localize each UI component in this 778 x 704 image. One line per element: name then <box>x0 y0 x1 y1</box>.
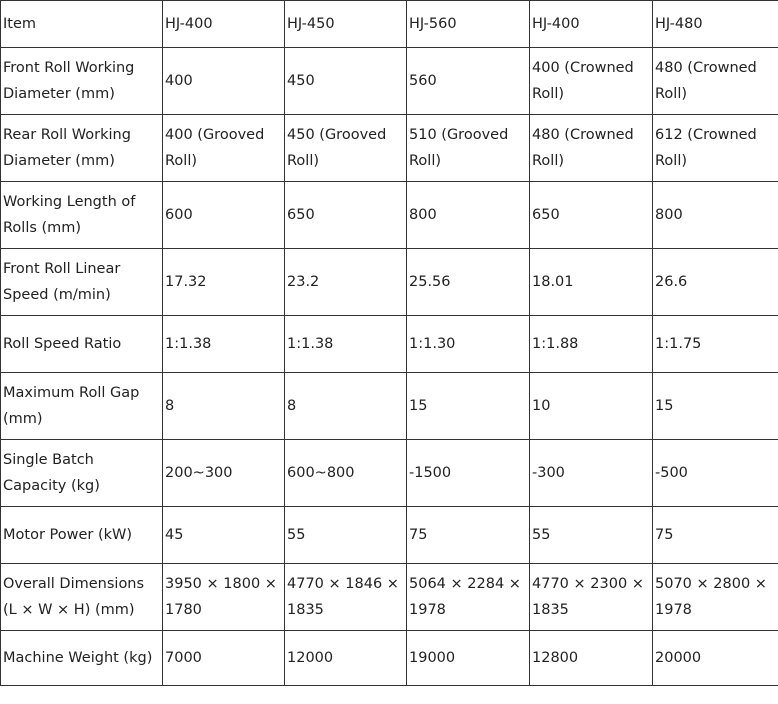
row-label: Machine Weight (kg) <box>1 631 163 686</box>
table-cell: 4770 × 2300 × 1835 <box>530 564 653 631</box>
row-label: Front Roll Working Diameter (mm) <box>1 48 163 115</box>
table-cell: 480 (Crowned Roll) <box>653 48 778 115</box>
table-cell: 23.2 <box>285 249 407 316</box>
table-cell: 20000 <box>653 631 778 686</box>
table-cell: 450 (Grooved Roll) <box>285 115 407 182</box>
row-label: Front Roll Linear Speed (m/min) <box>1 249 163 316</box>
table-cell: 15 <box>653 373 778 440</box>
table-cell: 5064 × 2284 × 1978 <box>407 564 530 631</box>
header-cell-model: HJ-400 <box>530 1 653 48</box>
table-cell: 600~800 <box>285 440 407 507</box>
table-cell: 75 <box>407 507 530 564</box>
table-cell: 560 <box>407 48 530 115</box>
table-cell: 510 (Grooved Roll) <box>407 115 530 182</box>
table-row <box>1 249 778 316</box>
table-row <box>1 631 778 686</box>
row-label: Roll Speed Ratio <box>1 316 163 373</box>
header-cell-model: HJ-400 <box>163 1 285 48</box>
table-cell: 8 <box>285 373 407 440</box>
table-row <box>1 507 778 564</box>
table-cell: 55 <box>285 507 407 564</box>
table-cell: 12000 <box>285 631 407 686</box>
table-cell: 4770 × 1846 × 1835 <box>285 564 407 631</box>
table-cell: 12800 <box>530 631 653 686</box>
table-cell: 400 (Grooved Roll) <box>163 115 285 182</box>
header-cell-item: Item <box>1 1 163 48</box>
table-row <box>1 316 778 373</box>
table-cell: 1:1.30 <box>407 316 530 373</box>
table-cell: 400 <box>163 48 285 115</box>
table-cell: 650 <box>530 182 653 249</box>
table-cell: 450 <box>285 48 407 115</box>
table-cell: 480 (Crowned Roll) <box>530 115 653 182</box>
row-label: Rear Roll Working Diameter (mm) <box>1 115 163 182</box>
table-cell: 1:1.38 <box>285 316 407 373</box>
table-row <box>1 373 778 440</box>
row-label: Working Length of Rolls (mm) <box>1 182 163 249</box>
table-cell: -1500 <box>407 440 530 507</box>
table-cell: 17.32 <box>163 249 285 316</box>
table-cell: 400 (Crowned Roll) <box>530 48 653 115</box>
table-cell: 600 <box>163 182 285 249</box>
table-cell: -300 <box>530 440 653 507</box>
table-cell: 612 (Crowned Roll) <box>653 115 778 182</box>
table-cell: 18.01 <box>530 249 653 316</box>
table-cell: 25.56 <box>407 249 530 316</box>
table-cell: 55 <box>530 507 653 564</box>
table-cell: 800 <box>653 182 778 249</box>
table-cell: 8 <box>163 373 285 440</box>
table-cell: 15 <box>407 373 530 440</box>
table-cell: 1:1.38 <box>163 316 285 373</box>
row-label: Maximum Roll Gap (mm) <box>1 373 163 440</box>
table-cell: 26.6 <box>653 249 778 316</box>
table-cell: 10 <box>530 373 653 440</box>
table-cell: 650 <box>285 182 407 249</box>
table-cell: 1:1.75 <box>653 316 778 373</box>
table-row <box>1 115 778 182</box>
table-cell: 19000 <box>407 631 530 686</box>
table-row <box>1 564 778 631</box>
table-cell: 5070 × 2800 × 1978 <box>653 564 778 631</box>
row-label: Overall Dimensions (L × W × H) (mm) <box>1 564 163 631</box>
table-row <box>1 440 778 507</box>
table-header-row <box>1 1 778 48</box>
header-cell-model: HJ-560 <box>407 1 530 48</box>
header-cell-model: HJ-480 <box>653 1 778 48</box>
table-cell: 3950 × 1800 × 1780 <box>163 564 285 631</box>
table-cell: -500 <box>653 440 778 507</box>
row-label: Motor Power (kW) <box>1 507 163 564</box>
header-cell-model: HJ-450 <box>285 1 407 48</box>
table-cell: 75 <box>653 507 778 564</box>
table-cell: 45 <box>163 507 285 564</box>
table-cell: 1:1.88 <box>530 316 653 373</box>
table-cell: 7000 <box>163 631 285 686</box>
table-row <box>1 48 778 115</box>
table-cell: 800 <box>407 182 530 249</box>
table-cell: 200~300 <box>163 440 285 507</box>
row-label: Single Batch Capacity (kg) <box>1 440 163 507</box>
table-row <box>1 182 778 249</box>
